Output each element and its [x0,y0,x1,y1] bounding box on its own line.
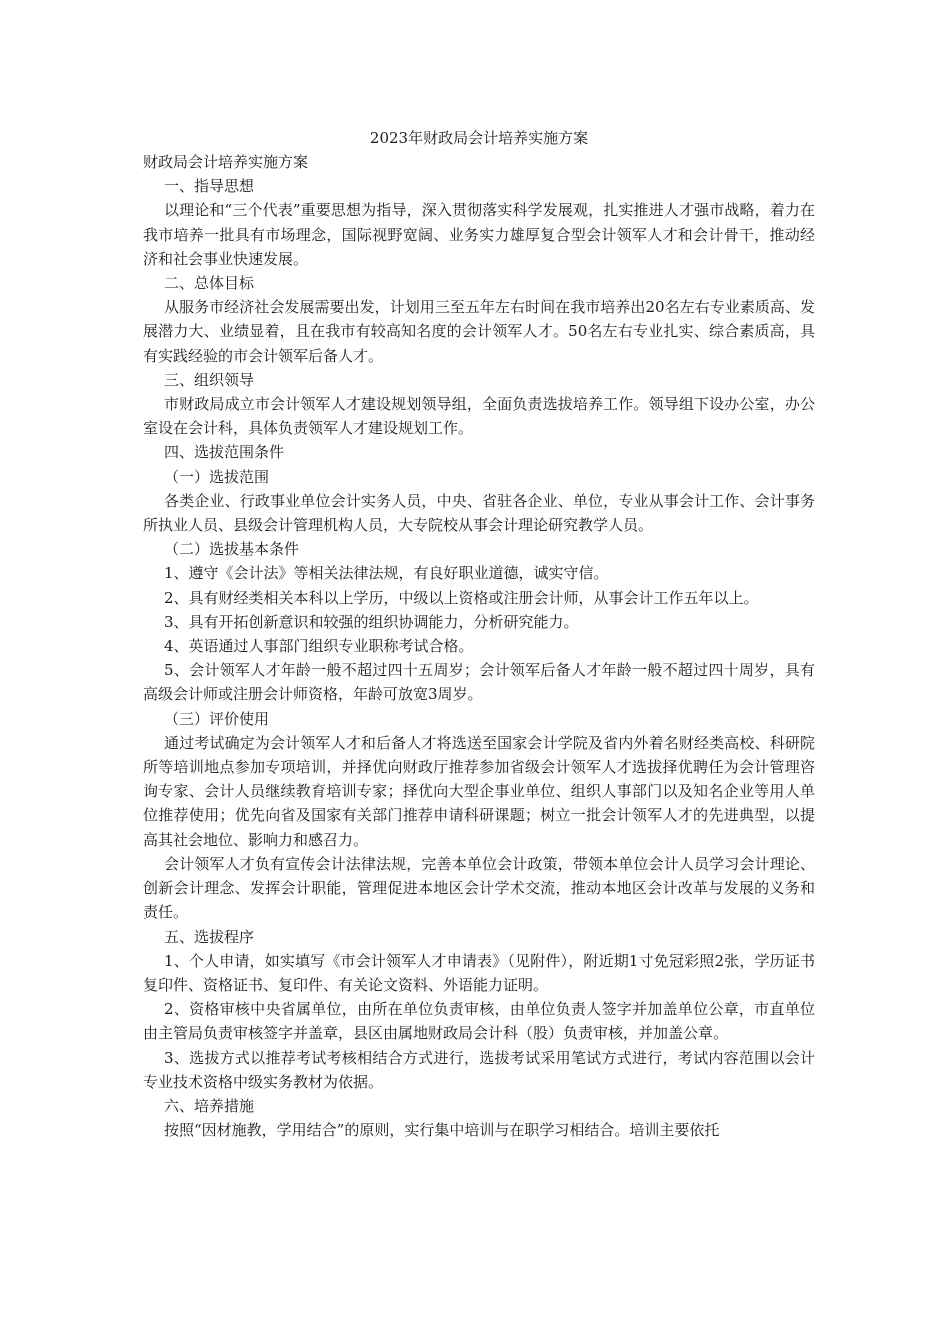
procedure-item-2: 2、资格审核中央省属单位，由所在单位负责审核，由单位负责人签字并加盖单位公章，市直单位由主管局负责审核签字并盖章，县区由属地财政局会计科（股）负责审核，并加盖公章。 [143,1000,815,1043]
document-subtitle: 财政局会计培养实施方案 [143,153,309,171]
paragraph-selection-range: 各类企业、行政事业单位会计实务人员，中央、省驻各企业、单位，专业从事会计工作、会计事务所执业人员、县级会计管理机构人员，大专院校从事会计理论研究教学人员。 [143,491,815,535]
paragraph-guiding-ideology: 以理论和“三个代表”重要思想为指导，深入贯彻落实科学发展观，扎实推进人才强市战略，着力在我市培养一批具有市场理念，国际视野宽阔、业务实力雄厚复合型会计领军人才和会计骨干，推动经济和社会事业快速发展。 [143,201,815,268]
subheading-evaluation-use: （三）评价使用 [164,709,270,728]
heading-organization: 三、组织领导 [164,370,255,389]
heading-selection-scope: 四、选拔范围条件 [164,443,285,462]
heading-guiding-ideology: 一、指导思想 [164,177,255,196]
subheading-basic-conditions: （二）选拔基本条件 [164,540,300,559]
paragraph-responsibilities: 会计领军人才负有宣传会计法律法规，完善本单位会计政策，带领本单位会计人员学习会计理论、创新会计理念、发挥会计职能，管理促进本地区会计学术交流，推动本地区会计改革与发展的义务和责任。 [143,854,815,922]
heading-training-measures: 六、培养措施 [164,1096,255,1115]
heading-selection-procedure: 五、选拔程序 [164,927,255,946]
document-title: 2023年财政局会计培养实施方案 [369,129,589,147]
paragraph-evaluation-use: 通过考试确定为会计领军人才和后备人才将选送至国家会计学院及省内外着名财经类高校、科研院所等培训地点参加专项培训，并择优向财政厅推荐参加省级会计领军人才选拔择优聘任为会计管理咨询专家、会计人员继续教育培训专家；择优向大型企事业单位、组织人事部门以及知名企业等用人单位推荐使用；优先向省及国家有关部门推荐申请科研课题；树立一批会计领军人才的先进典型，以提高其社会地位、影响力和感召力。 [143,733,815,849]
paragraph-overall-goal: 从服务市经济社会发展需要出发，计划用三至五年左右时间在我市培养出20名左右专业素质高、发展潜力大、业绩显着，且在我市有较高知名度的会计领军人才。50名左右专业扎实、综合素质高，具有实践经验的市会计领军后备人才。 [143,298,815,365]
condition-item-5: 5、会计领军人才年龄一般不超过四十五周岁；会计领军后备人才年龄一般不超过四十周岁，具有高级会计师或注册会计师资格，年龄可放宽3周岁。 [143,661,815,704]
condition-item-1: 1、遵守《会计法》等相关法律法规，有良好职业道德，诚实守信。 [164,564,609,583]
paragraph-organization: 市财政局成立市会计领军人才建设规划领导组，全面负责选拔培养工作。领导组下设办公室，办公室设在会计科，具体负责领军人才建设规划工作。 [143,395,815,438]
condition-item-3: 3、具有开拓创新意识和较强的组织协调能力，分析研究能力。 [164,612,579,631]
procedure-item-3: 3、选拔方式以推荐考试考核相结合方式进行，选拔考试采用笔试方式进行，考试内容范围以会计专业技术资格中级实务教材为依据。 [143,1048,815,1091]
document-body [143,126,815,1142]
heading-overall-goal: 二、总体目标 [164,274,255,293]
subheading-selection-range: （一）选拔范围 [164,467,270,486]
paragraph-training-measures: 按照“因材施教，学用结合”的原则，实行集中培训与在职学习相结合。培训主要依托 [164,1121,720,1140]
condition-item-4: 4、英语通过人事部门组织专业职称考试合格。 [164,637,474,656]
condition-item-2: 2、具有财经类相关本科以上学历，中级以上资格或注册会计师，从事会计工作五年以上。 [164,588,759,607]
procedure-item-1: 1、个人申请，如实填写《市会计领军人才申请表》（见附件），附近期1寸免冠彩照2张，学历证书复印件、资格证书、复印件、有关论文资料、外语能力证明。 [143,951,815,994]
